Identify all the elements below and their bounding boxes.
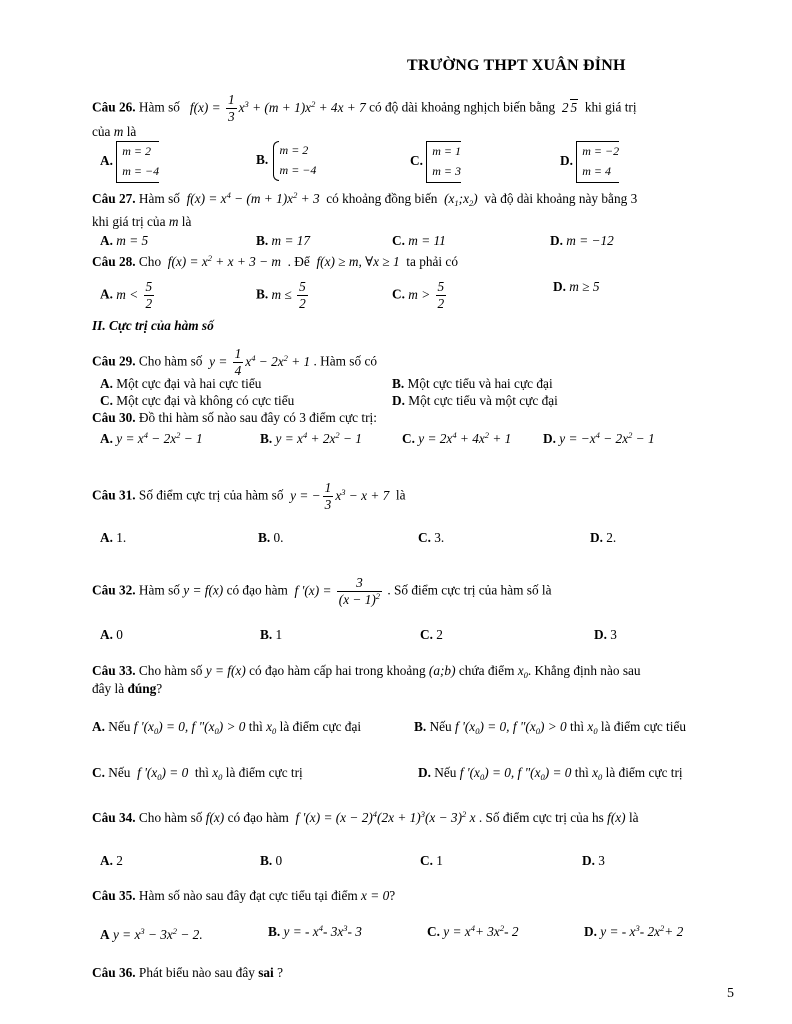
q26-option-d[interactable]: D. m = −2 m = 4 bbox=[560, 141, 619, 183]
q30-option-c[interactable]: C. $y = 2x^4 + 4x^2 + 1$ bbox=[402, 430, 512, 446]
q30-option-b[interactable]: B. $y = x^4 + 2x^2 - 1$ bbox=[260, 430, 362, 446]
question-31: Câu 31. Số điểm cực trị của hàm số y = − $\frac{1}{3}$ $x^3 - x + 7$ là bbox=[92, 480, 406, 512]
q31-option-b[interactable]: B. 0. bbox=[258, 530, 284, 545]
q33-option-b[interactable]: B. Nếu f '$(x_0) = 0$, f "$(x_0) > 0$ thì $x_0$ là điểm cực tiểu bbox=[414, 719, 686, 736]
q31-option-c[interactable]: C. 3. bbox=[418, 530, 445, 545]
q31-option-a[interactable]: A. 1. bbox=[100, 530, 127, 545]
school-header: TRƯỜNG THPT XUÂN ĐỈNH bbox=[407, 57, 626, 74]
q33-option-c[interactable]: C. Nếu f '$(x_0) = 0$ thì $x_0$ là điểm cực trị bbox=[92, 765, 303, 782]
question-26: Câu 26. Hàm số f(x) = $\frac{1}{3}$ $x^3 + (m + 1)x^2 + 4x + 7$ có độ dài khoảng nghịch biến bằng 2 5 khi giá trị bbox=[92, 92, 637, 124]
q28-option-c[interactable]: C. m > $\frac{5}{2}$ bbox=[392, 279, 445, 311]
q32-option-b[interactable]: B. 1 bbox=[260, 627, 283, 642]
q32-option-a[interactable]: A. 0 bbox=[100, 627, 123, 642]
q26-option-b[interactable]: B. m = 2 m = −4 bbox=[256, 141, 316, 181]
q26-option-c[interactable]: C. m = 1 m = 3 bbox=[410, 141, 461, 183]
question-27: Câu 27. Hàm số $f(x) = x^4 - (m + 1)x^2 + 3$ có khoảng đồng biến $(x_1;x_2)$ và độ dài khoảng này bằng 3 bbox=[92, 190, 638, 208]
q28-option-b[interactable]: B. m ≤ $\frac{5}{2}$ bbox=[256, 279, 306, 311]
q34-option-c[interactable]: C. 1 bbox=[420, 853, 443, 868]
question-32: Câu 32. Hàm số y = f(x) có đạo hàm f '(x) = $\frac{3}{(x - 1)^2}$ . Số điểm cực trị của hàm số là bbox=[92, 575, 552, 607]
page-number: 5 bbox=[727, 986, 734, 1001]
section-heading: II. Cực trị của hàm số bbox=[92, 318, 214, 333]
q33-option-d[interactable]: D. Nếu f '$(x_0) = 0$, f "$(x_0) = 0$ thì $x_0$ là điểm cực trị bbox=[418, 765, 683, 782]
q30-option-d[interactable]: D. $y = -x^4 - 2x^2 - 1$ bbox=[543, 430, 655, 446]
q35-option-d[interactable]: D. y = - $x^3-$ $2x^2+ 2$ bbox=[584, 923, 684, 939]
q28-option-a[interactable]: A. m < $\frac{5}{2}$ bbox=[100, 279, 153, 311]
question-36: Câu 36. Phát biểu nào sau đây sai ? bbox=[92, 965, 283, 980]
q33-option-a[interactable]: A. Nếu f '$(x_0) = 0$, f "$(x_0) > 0$ thì $x_0$ là điểm cực đại bbox=[92, 719, 362, 736]
q27-option-d[interactable]: D. m = −12 bbox=[550, 233, 614, 248]
q29-option-c[interactable]: C. Một cực đại và không có cực tiểu bbox=[100, 393, 295, 408]
formula-q26: f(x) = $\frac{1}{3}$ $x^3 + (m + 1)x^2 + 4x + 7$ bbox=[183, 92, 366, 124]
q34-option-d[interactable]: D. 3 bbox=[582, 853, 605, 868]
q35-option-b[interactable]: B. y = - $x^4-$ $3x^3-$ 3 bbox=[268, 923, 362, 939]
q35-option-c[interactable]: C. $y = x^4+ 3x^2-$ 2 bbox=[427, 923, 519, 939]
q34-option-a[interactable]: A. 2 bbox=[100, 853, 123, 868]
q32-option-d[interactable]: D. 3 bbox=[594, 627, 617, 642]
q27-option-a[interactable]: A. m = 5 bbox=[100, 233, 149, 248]
q27-option-c[interactable]: C. m = 11 bbox=[392, 233, 446, 248]
q34-option-b[interactable]: B. 0 bbox=[260, 853, 283, 868]
q26-option-a[interactable]: A. m = 2 m = −4 bbox=[100, 141, 159, 183]
q32-option-c[interactable]: C. 2 bbox=[420, 627, 443, 642]
q31-option-d[interactable]: D. 2. bbox=[590, 530, 617, 545]
question-35: Câu 35. Hàm số nào sau đây đạt cực tiểu tại điểm x = 0? bbox=[92, 888, 396, 903]
q29-option-a[interactable]: A. Một cực đại và hai cực tiểu bbox=[100, 376, 262, 391]
question-30: Câu 30. Đồ thi hàm số nào sau đây có 3 điểm cực trị: bbox=[92, 410, 377, 425]
q35-option-a[interactable]: A $y = x^3 - 3x^2 - 2$. bbox=[100, 926, 203, 942]
question-29: Câu 29. Cho hàm số y = $\frac{1}{4}$ $x^4 - 2x^2 + 1$ . Hàm số có bbox=[92, 346, 378, 378]
q27-option-b[interactable]: B. m = 17 bbox=[256, 233, 311, 248]
question-33: Câu 33. Cho hàm số y = f(x) có đạo hàm cấp hai trong khoảng (a;b) chứa điểm $x_0$. Khẳng định nào sau bbox=[92, 663, 641, 680]
q30-option-a[interactable]: A. $y = x^4 - 2x^2 - 1$ bbox=[100, 430, 203, 446]
question-28: Câu 28. Cho $f(x) = x^2 + x + 3 - m$ . Để f(x) ≥ m, ∀x ≥ 1 ta phải có bbox=[92, 253, 458, 269]
q28-option-d[interactable]: D. m ≥ 5 bbox=[553, 279, 600, 294]
document-page: TRƯỜNG THPT XUÂN ĐỈNH Câu 26. Hàm số f(x) = $\frac{1}{3}$ $x^3 + (m + 1)x^2 + 4x + 7$ có độ dài khoảng nghịch biến bằng 2 5 khi giá trị của m là A. m = 2 m = −4 B. m = 2 m = −4 C. m = 1 m = 3 D. m = −2 m = 4 Câu 27. Hàm số $f(x) = x^4 - (m + 1)x^2 + 3$ có khoảng đồng biến $(x_1;x_2)$ và độ dài khoảng này bằng 3 khi giá trị của m là A. m = 5 B. m = 17 C. m = 11 D. m = −12 Câu 28. Cho $f(x) = x^2 + x + 3 - m$ . Để f(x) ≥ m, ∀x ≥ 1 ta phải có A. m < $\frac{5}{2}$ B. m ≤ $\frac{5}{2}$ C. m > $\frac{5}{2}$ D. m ≥ 5 II. Cực trị của hàm số Câu 29. Cho hàm số y = $\frac{1}{4}$ $x^4 - 2x^2 + 1$ . Hàm số có A. Một cực đại và hai cực tiểu B. Một cực tiểu và hai cực đại C. Một cực đại và không có cực tiểu D. Một cực tiểu và một cực đại Câu 30. Đồ thi hàm số nào sau đây có 3 điểm cực trị: A. $y = x^4 - 2x^2 - 1$ B. $y = x^4 + 2x^2 - 1$ C. $y = 2x^4 + 4x^2 + 1$ D. $y = -x^4 - 2x^2 - 1$ Câu 31. Số điểm cực trị của hàm số y = − $\frac{1}{3}$ $x^3 - x + 7$ là A. 1. B. 0. C. 3. D. 2. Câu 32. Hàm số y = f(x) có đạo hàm f '(x) = $\frac{3}{(x - 1)^2}$ . Số điểm cực trị của hàm số là A. 0 B. 1 C. 2 D. 3 Câu 33. Cho hàm số y = f(x) có đạo hàm cấp hai trong khoảng (a;b) chứa điểm $x_0$. Khẳng định nào sau đây là đúng? A. Nếu f '$(x_0) = 0$, f "$(x_0) > 0$ thì $x_0$ là điểm cực đại B. Nếu f '$(x_0) = 0$, f "$(x_0) > 0$ thì $x_0$ là điểm cực tiểu C. Nếu f '$(x_0) = 0$ thì $x_0$ là điểm cực trị D. Nếu f '$(x_0) = 0$, f "$(x_0) = 0$ thì $x_0$ là điểm cực trị Câu 34. Cho hàm số f(x) có đạo hàm f '$(x) = (x - 2)^4(2x + 1)^3(x - 3)^2$ x . Số điểm cực trị của hs f(x) là A. 2 B. 0 C. 1 D. 3 Câu 35. Hàm số nào sau đây đạt cực tiểu tại điểm x = 0? A $y = x^3 - 3x^2 - 2$. B. y = - $x^4-$ $3x^3-$ 3 C. $y = x^4+ 3x^2-$ 2 D. y = - $x^3-$ $2x^2+ 2$ Câu 36. Phát biểu nào sau đây sai ? 5 bbox=[92, 57, 734, 1001]
q29-option-d[interactable]: D. Một cực tiểu và một cực đại bbox=[392, 393, 558, 408]
q29-option-b[interactable]: B. Một cực tiểu và hai cực đại bbox=[392, 376, 553, 391]
question-34: Câu 34. Cho hàm số f(x) có đạo hàm f '$(x) = (x - 2)^4(2x + 1)^3(x - 3)^2$ x . Số điểm cực trị của hs f(x) là bbox=[92, 809, 639, 825]
